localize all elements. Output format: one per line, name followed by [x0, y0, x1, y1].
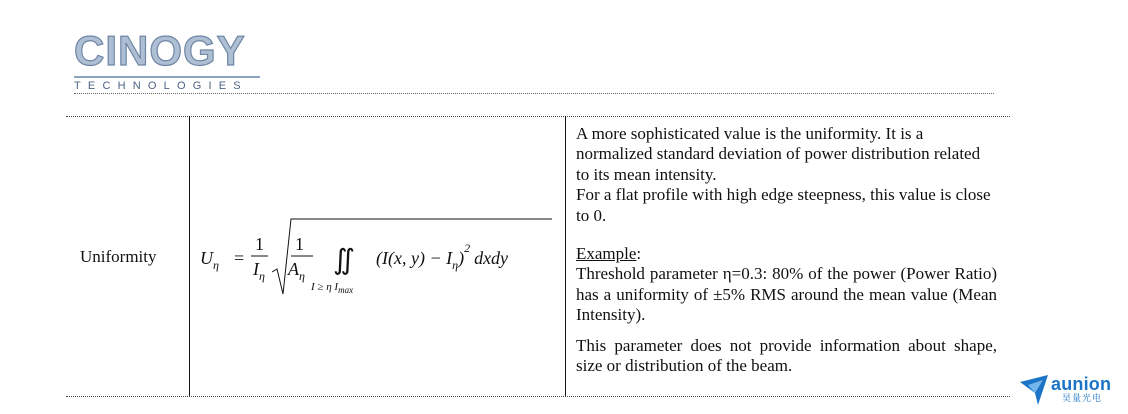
parameter-description — [576, 124, 997, 376]
formula-lhs: U — [200, 248, 213, 268]
brand-chinese-name: 昊量光电 — [1062, 394, 1103, 404]
formula-denominator-1: I — [253, 259, 259, 279]
description-paragraph-2: For a flat profile with high edge steepness, this value is close to 0. — [576, 185, 991, 225]
uniformity-formula — [200, 214, 560, 296]
formula-integrand-close: ) — [458, 248, 465, 268]
formula-denominator-1-subscript: η — [259, 269, 265, 283]
svg-text:Iη — [252, 259, 265, 283]
header-divider — [74, 93, 994, 94]
description-paragraph-3: This parameter does not provide information about shape, size or distribution of the beam. — [576, 335, 997, 376]
formula-numerator-1: 1 — [255, 234, 264, 254]
svg-text:Uη — [200, 248, 219, 272]
description-paragraph-1: A more sophisticated value is the uniformity. It is a normalized standard deviation of power distribution related to its mean intensity. — [576, 124, 981, 184]
formula-lhs-subscript: η — [213, 258, 219, 272]
table-column-divider-1 — [189, 116, 190, 396]
example-heading-line — [576, 244, 997, 264]
svg-text:I ≥ η Imax — [310, 281, 353, 295]
formula-equals: = — [234, 248, 245, 268]
aunion-logo-icon — [1020, 375, 1052, 405]
description-spacer-2 — [576, 326, 997, 336]
svg-text:Aη — [287, 259, 305, 283]
example-heading: Example — [576, 244, 637, 264]
example-heading-colon: : — [636, 244, 642, 264]
formula-denominator-2: A — [288, 259, 299, 279]
example-text: Threshold parameter η=0.3: 80% of the power (Power Ratio) has a uniformity of ±5% RMS around the mean value (Mean Intensity). — [576, 264, 997, 325]
formula-differential: dxdy — [474, 248, 509, 268]
integration-region: I ≥ η I — [311, 281, 339, 293]
cinogy-logo — [74, 27, 264, 92]
logo-subtitle: TECHNOLOGIES — [74, 80, 248, 92]
double-integral-symbol: ∬ — [333, 245, 356, 276]
svg-text:(I(x, y) − Iη)2dxdy — [376, 241, 508, 272]
parameter-name: Uniformity — [80, 247, 157, 266]
formula-denominator-2-subscript: η — [299, 269, 305, 283]
brand-name: aunion — [1051, 374, 1112, 394]
table-column-divider-2 — [565, 116, 566, 396]
formula-power: 2 — [464, 241, 471, 255]
aunion-brand — [1020, 375, 1120, 405]
table-top-border — [66, 116, 1010, 117]
integration-region-subscript: max — [338, 285, 354, 295]
logo-wordmark: CINOGY — [74, 27, 246, 74]
logo-rule — [74, 76, 260, 78]
description-spacer — [576, 226, 997, 244]
formula-integrand: (I(x, y) − I — [376, 248, 453, 268]
formula-integrand-subscript: η — [452, 258, 459, 272]
table-bottom-border — [66, 396, 1010, 397]
formula-numerator-2: 1 — [295, 234, 304, 254]
